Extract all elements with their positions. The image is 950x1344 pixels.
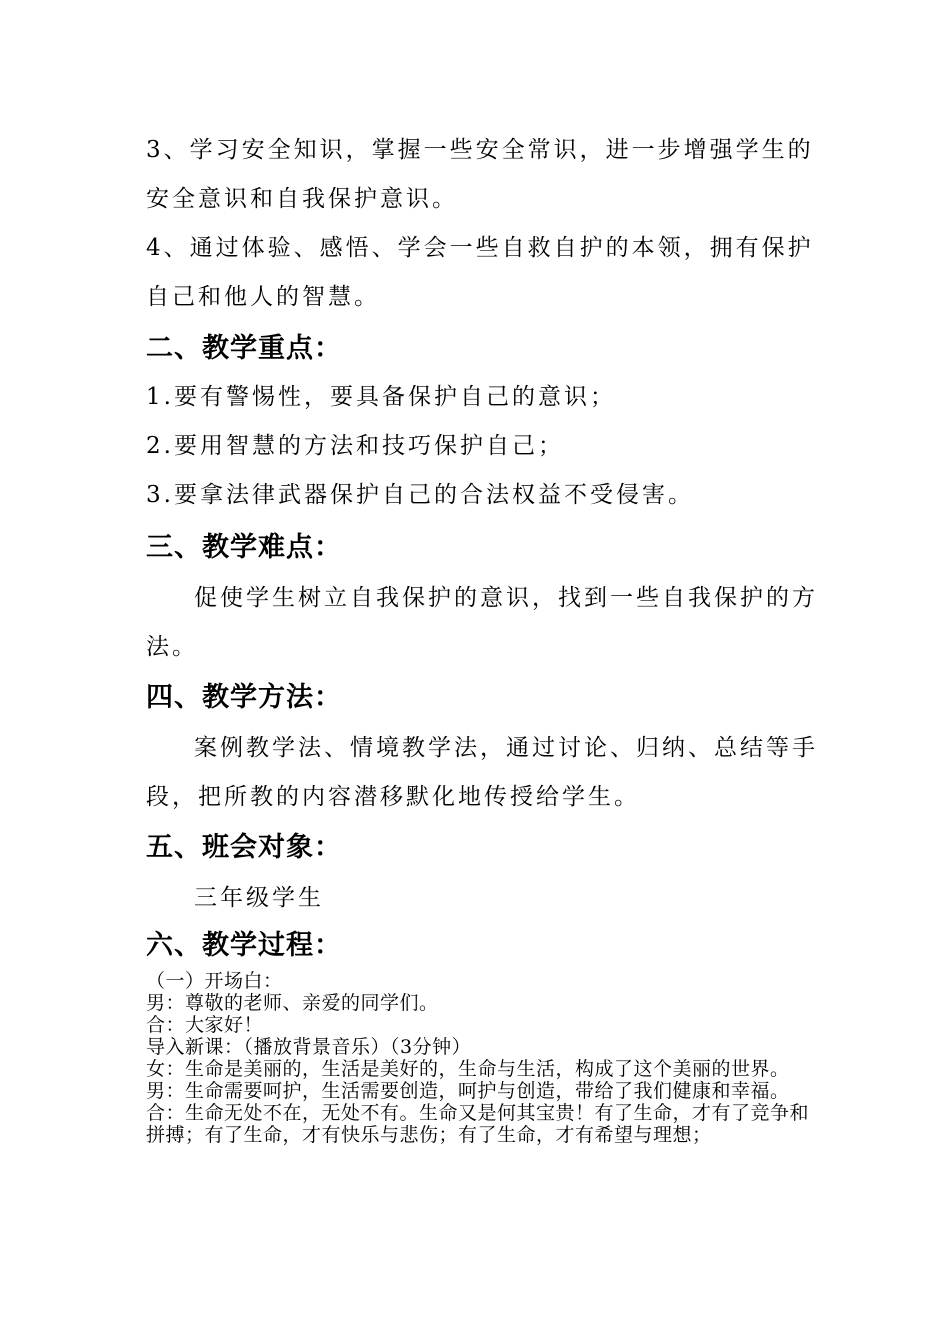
objective-item-4: 4、通过体验、感悟、学会一些自救自护的本领，拥有保护自己和他人的智慧。 — [146, 235, 814, 310]
objectives-list — [146, 126, 826, 322]
section-audience — [146, 828, 826, 923]
section-heading: 四、教学方法： — [146, 682, 342, 713]
section-text: 三年级学生 — [194, 885, 324, 911]
key-point-item: 1.要有警惕性，要具备保护自己的意识； — [146, 384, 616, 410]
section-text: 促使学生树立自我保护的意识，找到一些自我保护的方法。 — [146, 585, 818, 660]
section-heading: 三、教学难点： — [146, 532, 342, 563]
process-line: 男：尊敬的老师、亲爱的同学们。 — [146, 992, 439, 1014]
process-line: 导入新课：（播放背景音乐）（3分钟） — [146, 1036, 472, 1058]
section-method — [146, 678, 826, 822]
section-process — [146, 926, 826, 1146]
section-heading: 二、教学重点： — [146, 333, 342, 364]
process-lines — [146, 970, 826, 1146]
key-point-item: 2.要用智慧的方法和技巧保护自己； — [146, 433, 564, 459]
section-heading: 六、教学过程： — [146, 930, 342, 961]
section-difficulty — [146, 528, 826, 672]
section-heading: 五、班会对象： — [146, 832, 342, 863]
process-line: 合：大家好！ — [146, 1014, 264, 1036]
process-line: （一）开场白： — [146, 970, 283, 992]
process-line: 女：生命是美丽的，生活是美好的，生命与生活，构成了这个美丽的世界。 — [146, 1058, 790, 1080]
process-line: 男：生命需要呵护，生活需要创造，呵护与创造，带给了我们健康和幸福。 — [146, 1080, 790, 1102]
section-key-points — [146, 329, 826, 520]
section-text: 案例教学法、情境教学法，通过讨论、归纳、总结等手段，把所教的内容潜移默化地传授给学生。 — [146, 735, 818, 810]
process-line: 合：生命无处不在，无处不有。生命又是何其宝贵！有了生命，才有了竞争和拼搏；有了生命，才有快乐与悲伤；有了生命，才有希望与理想； — [146, 1102, 810, 1146]
key-point-item: 3.要拿法律武器保护自己的合法权益不受侵害。 — [146, 482, 694, 508]
objective-item-3: 3、学习安全知识，掌握一些安全常识，进一步增强学生的安全意识和自我保护意识。 — [146, 137, 814, 212]
